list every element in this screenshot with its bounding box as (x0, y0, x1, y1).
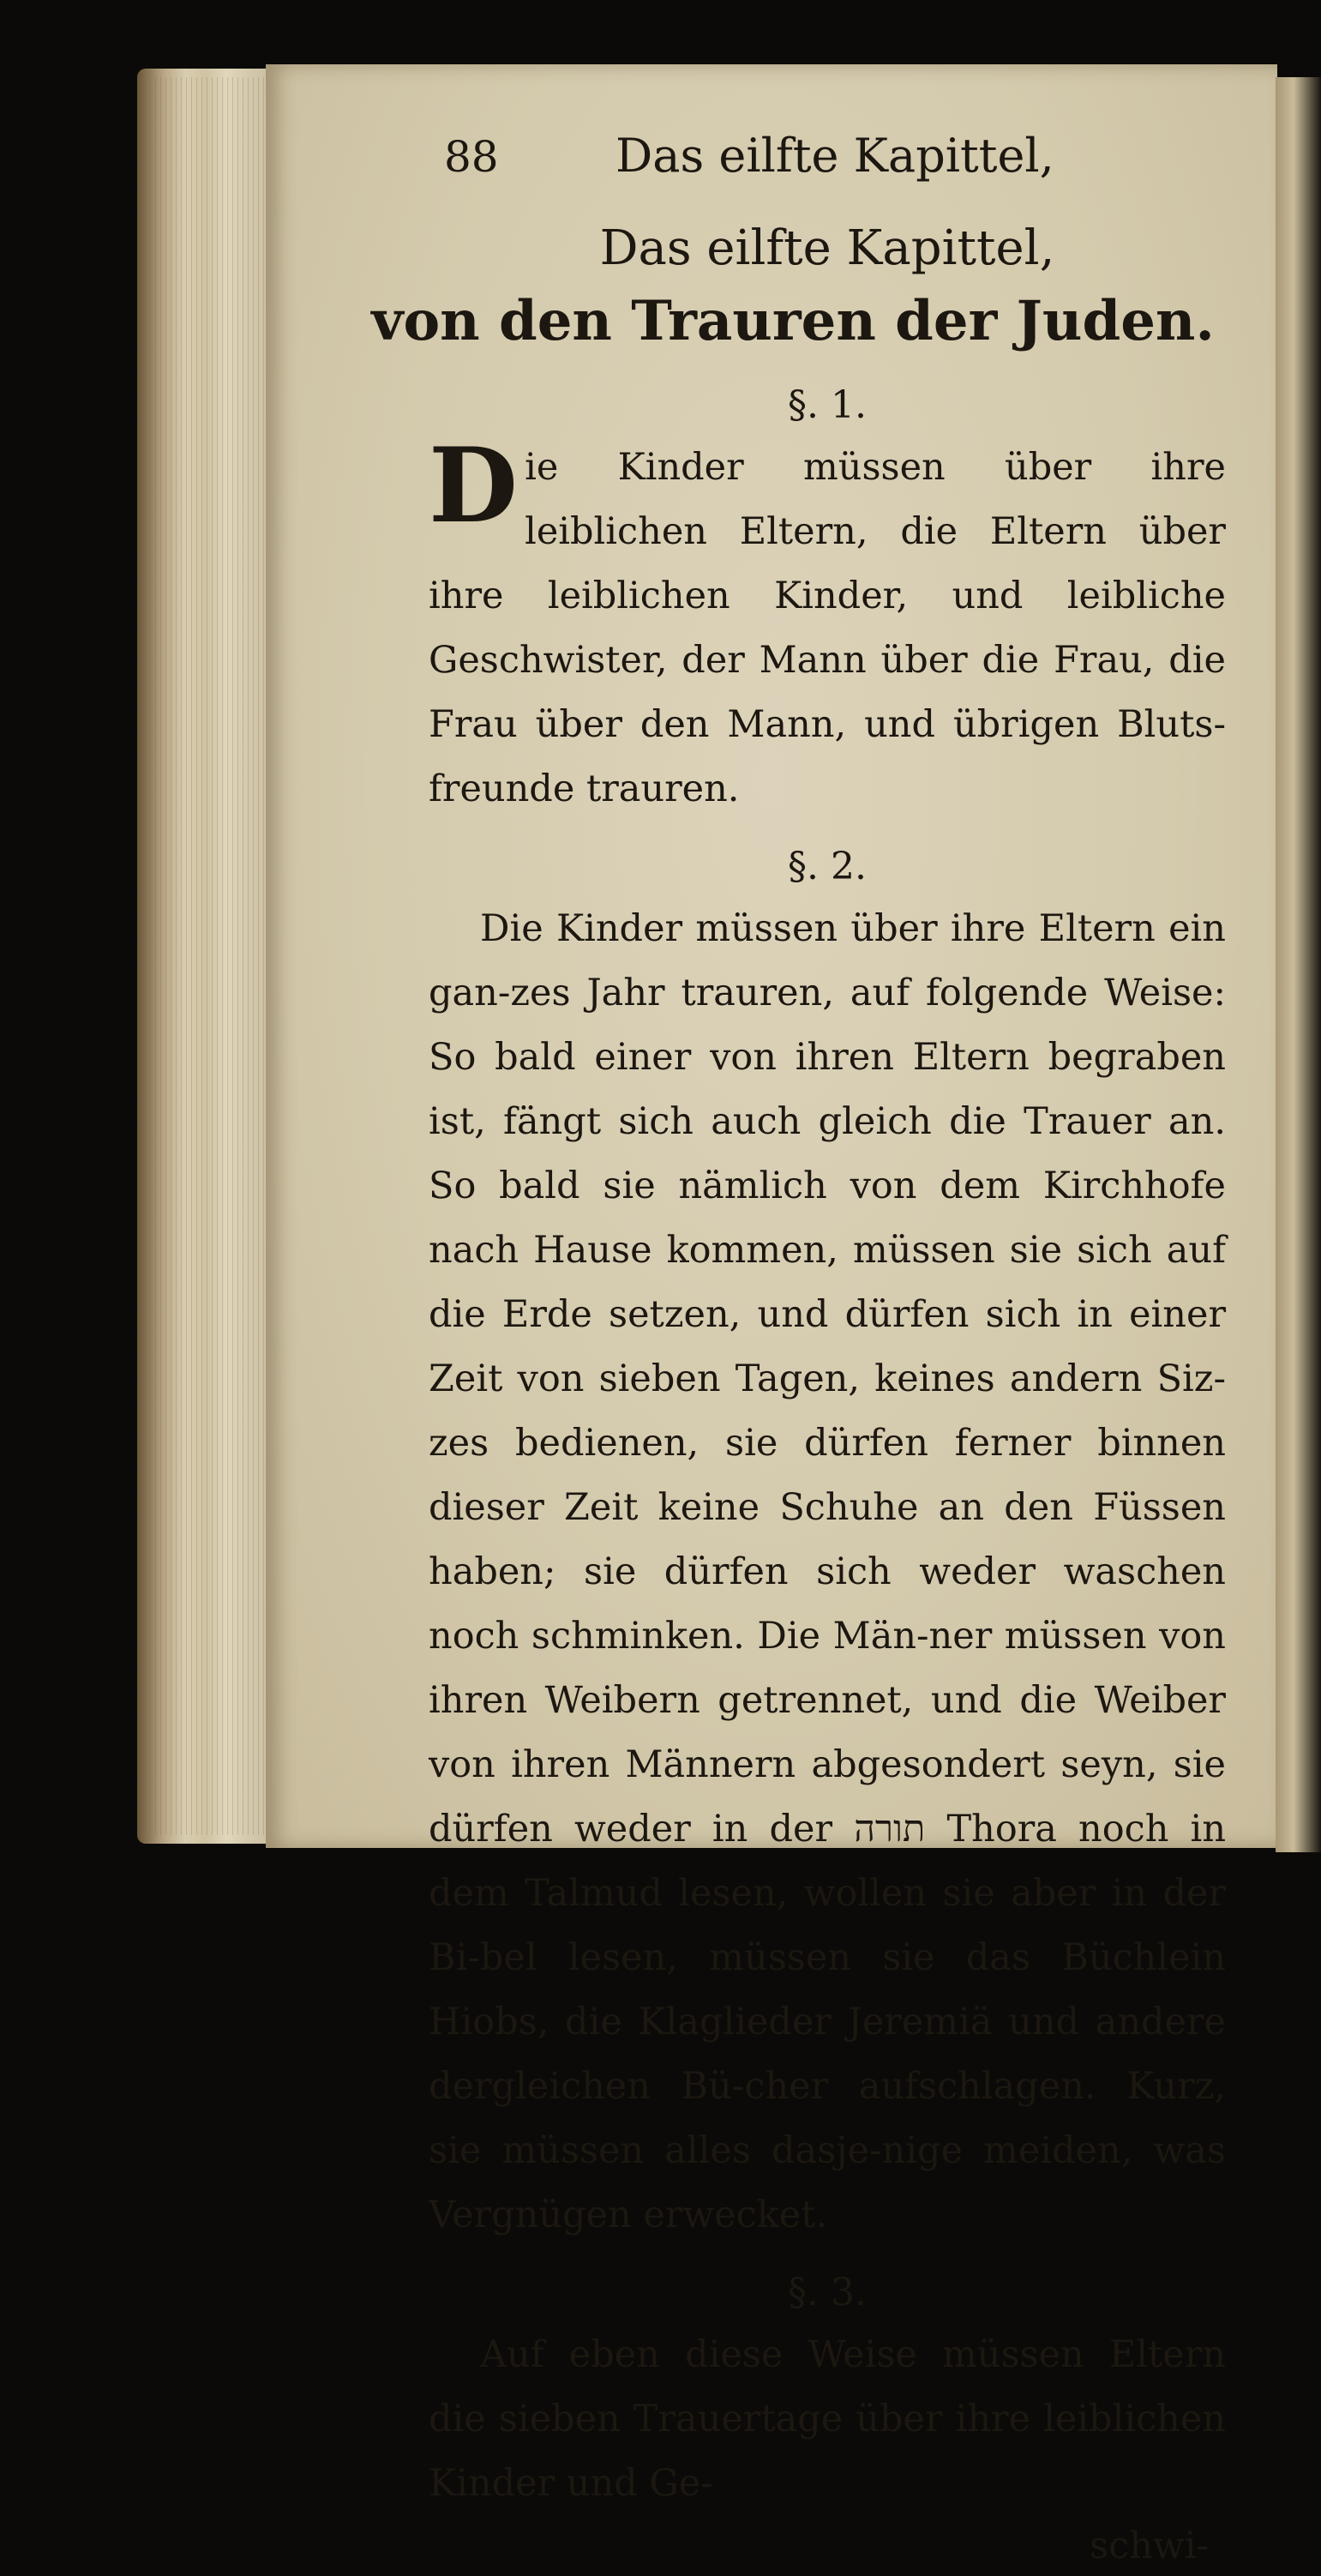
page-number: 88 (444, 132, 499, 182)
section-2-text: Die Kinder müssen über ihre Eltern ein gan-zes Jahr trauren, auf folgende Weise: So bald einer von ihren Eltern begraben ist, fängt sich auch gleich die Trauer an. So bald sie nämlich von dem Kirchhofe nach Hause kommen, müssen sie sich auf die Erde setzen, und dürfen sich in einer Zeit von sieben Tagen, keines andern Siz-zes bedienen, sie dürfen ferner binnen dieser Zeit keine Schuhe an den Füssen haben; sie dürfen sich weder waschen noch schminken. Die Män-ner müssen von ihren Weibern getrennet, und die Weiber von ihren Männern abgesondert seyn, sie dürfen weder in der תורה Thora noch in dem Talmud lesen, wollen sie aber in der Bi-bel lesen, müssen sie das Büchlein Hiobs, die Klaglieder Jeremiä und andere dergleichen Bü-cher aufschlagen. Kurz, sie müssen alles dasje-nige meiden, was Vergnügen erwecket. (429, 907, 1227, 2236)
section-mark-3: §. 3. (788, 2271, 867, 2314)
running-head-title: Das eilfte Kapittel, (615, 129, 1054, 183)
section-mark-1: §. 1. (788, 383, 867, 427)
section-1-text (429, 425, 1226, 822)
section-1-body: ie Kinder müssen über ihre leiblichen Eltern, die Eltern über ihre leiblichen Kinder, und leibliche Geschwister, der Mann über die Frau, die Frau über den Mann, und übrigen Bluts-freunde trauren. (429, 446, 1226, 810)
page-stack-lines (150, 77, 270, 1835)
page-text (371, 129, 1227, 2576)
section-3-text: Auf eben diese Weise müssen Eltern die sieben Trauertage über ihre leiblichen Kinder und Ge- (429, 2333, 1226, 2505)
facing-page-edge (1276, 77, 1321, 1852)
chapter-subtitle: von den Trauren der Juden. (371, 289, 1215, 353)
catchword: schwi- (1090, 2525, 1209, 2567)
drop-cap: D (429, 425, 519, 546)
running-head (429, 129, 1226, 197)
chapter-title: Das eilfte Kapittel, (599, 220, 1055, 276)
section-mark-2: §. 2. (788, 845, 867, 888)
